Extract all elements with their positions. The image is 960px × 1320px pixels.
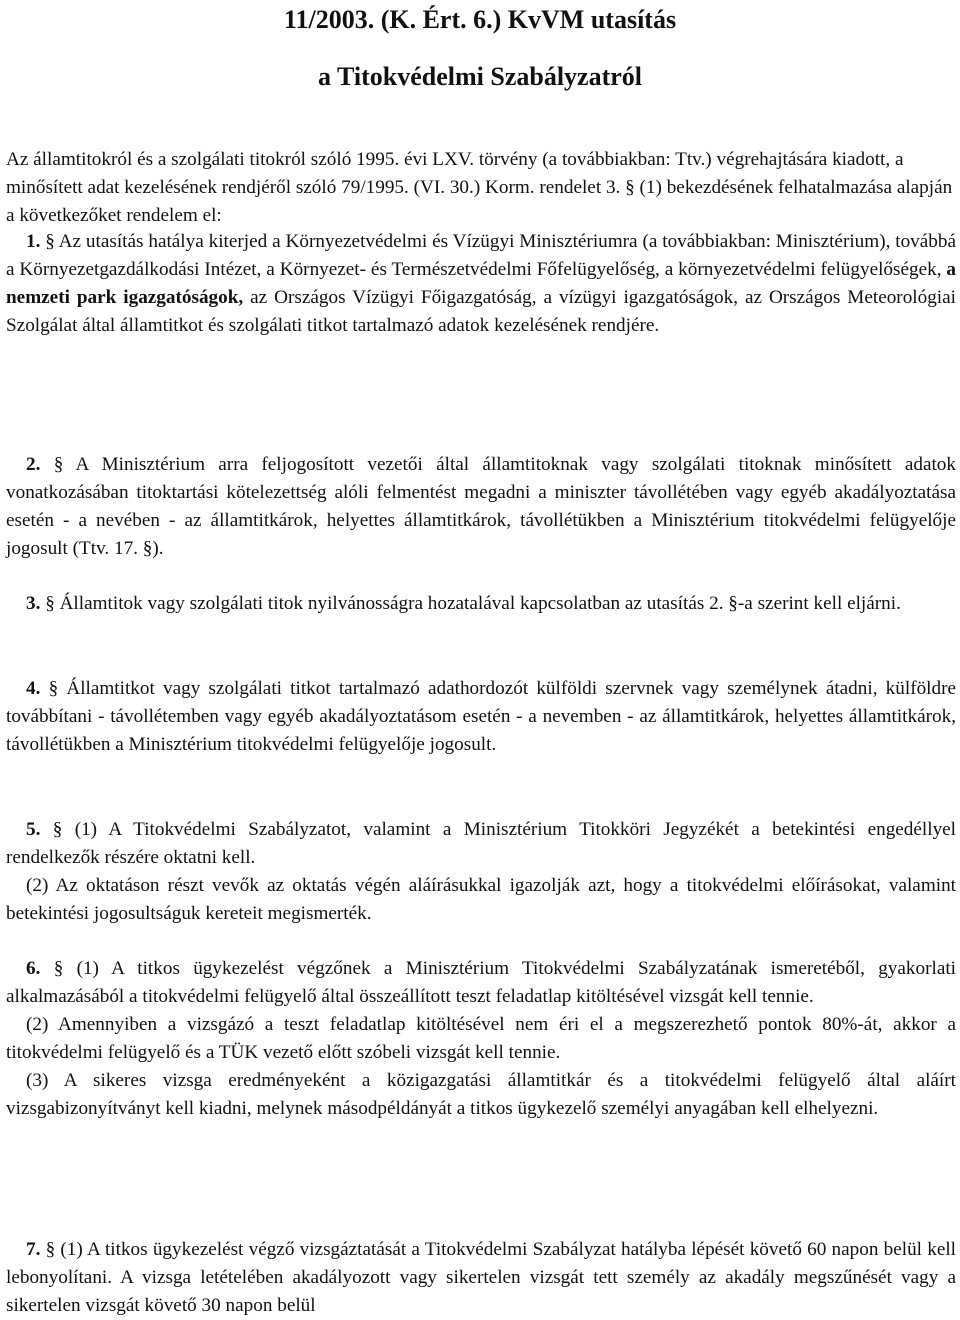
section-bold-text: a nemzeti park igazgatóságok, [6, 259, 957, 308]
section-4 [6, 675, 956, 759]
section-text: § A Minisztérium arra feljogosított vezetői által államtitoknak vagy szolgálati titoknak minősített adatok vonatkozásában titoktartási kötelezettség alóli felmentést megadni a miniszter távollétében vagy egyéb akadályoztatása esetén - a nevében - az államtitkárok, helyettes államtitkárok, távollétükben a Minisztérium titokvédelmi felügyelője jogosult (Ttv. 17. §). [6, 454, 956, 559]
document-title: 11/2003. (K. Ért. 6.) KvVM utasítás [283, 5, 677, 34]
section-text: § (1) A titkos ügykezelést végzőnek a Minisztérium Titokvédelmi Szabályzatának ismeretéből, gyakorlati alkalmazásából a titokvédelmi felügyelő által összeállított teszt feladatlap kitöltésével vizsgát kell tennie. [6, 958, 956, 1007]
document-subtitle: a Titokvédelmi Szabályzatról [317, 62, 643, 91]
section-6 [6, 955, 956, 1123]
section-2 [6, 451, 956, 563]
section-number: 5. [26, 819, 41, 840]
section-paragraph: (3) A sikeres vizsga eredményeként a közigazgatási államtitkár és a titokvédelmi felügyelő által aláírt vizsgabizonyítványt kell kiadni, melynek másodpéldányát a titkos ügykezelő személyi anyagában kell elhelyezni. [6, 1070, 956, 1119]
section-1 [6, 228, 956, 340]
section-paragraph [6, 955, 956, 1011]
section-3 [6, 590, 956, 618]
section-text: § (1) A titkos ügykezelést végző vizsgáztatását a Titokvédelmi Szabályzat hatályba lépését követő 60 napon belül kell lebonyolítani. A vizsga letételében akadályozott vagy sikertelen vizsgát tett személy az akadály megszűnését vagy a sikertelen vizsgát követő 30 napon belül [6, 1239, 957, 1316]
section-paragraph: (2) Amennyiben a vizsgázó a teszt feladatlap kitöltésével nem éri el a megszerezhető pontok 80%-át, akkor a titokvédelmi felügyelő és a TÜK vezető előtt szóbeli vizsgát kell tennie. [6, 1014, 956, 1063]
section-number: 7. [26, 1239, 41, 1260]
section-number: 4. [26, 678, 41, 699]
section-text: § (1) A Titokvédelmi Szabályzatot, valamint a Minisztérium Titokköri Jegyzékét a betekintési engedéllyel rendelkezők részére oktatni kell. [6, 819, 957, 868]
section-5 [6, 816, 956, 928]
section-text: § Államtitok vagy szolgálati titok nyilvánosságra hozatalával kapcsolatban az utasítás 2. §-a szerint kell eljárni. [45, 593, 901, 614]
section-text: § Államtitkot vagy szolgálati titkot tartalmazó adathordozót külföldi szervnek vagy személynek átadni, külföldre továbbítani - távollétemben vagy egyéb akadályoztatásom esetén - a nevemben - az államtitkárok, helyettes államtitkárok, távollétükben a Minisztérium titokvédelmi felügyelője jogosult. [6, 678, 957, 755]
section-number: 2. [26, 454, 41, 475]
section-number: 6. [26, 958, 41, 979]
section-7 [6, 1236, 956, 1320]
section-paragraph: (2) Az oktatáson részt vevők az oktatás végén aláírásukkal igazolják azt, hogy a titokvédelmi előírásokat, valamint betekintési jogosultságuk kereteit megismerték. [6, 875, 956, 924]
section-number: 1. [26, 231, 41, 252]
section-number: 3. [26, 593, 41, 614]
preamble-paragraph: Az államtitokról és a szolgálati titokról szóló 1995. évi LXV. törvény (a továbbiakban: Ttv.) végrehajtására kiadott, a minősített adat kezelésének rendjéről szóló 79/1995. (VI. 30.) Korm. rendelet 3. § (1) bekezdésének felhatalmazása alapján a következőket rendelem el: [6, 149, 953, 226]
section-text: az Országos Vízügyi Főigazgatóság, a vízügyi igazgatóságok, az Országos Meteorológiai Szolgálat által államtitkot és szolgálati titkot tartalmazó adatok kezelésének rendjére. [6, 287, 956, 336]
section-text: § Az utasítás hatálya kiterjed a Környezetvédelmi és Vízügyi Minisztériumra (a továbbiakban: Minisztérium), továbbá a Környezetgazdálkodási Intézet, a Környezet- és Természetvédelmi Főfelügyelőség, a környezetvédelmi felügyelőségek, [6, 231, 956, 280]
section-paragraph [6, 816, 956, 872]
